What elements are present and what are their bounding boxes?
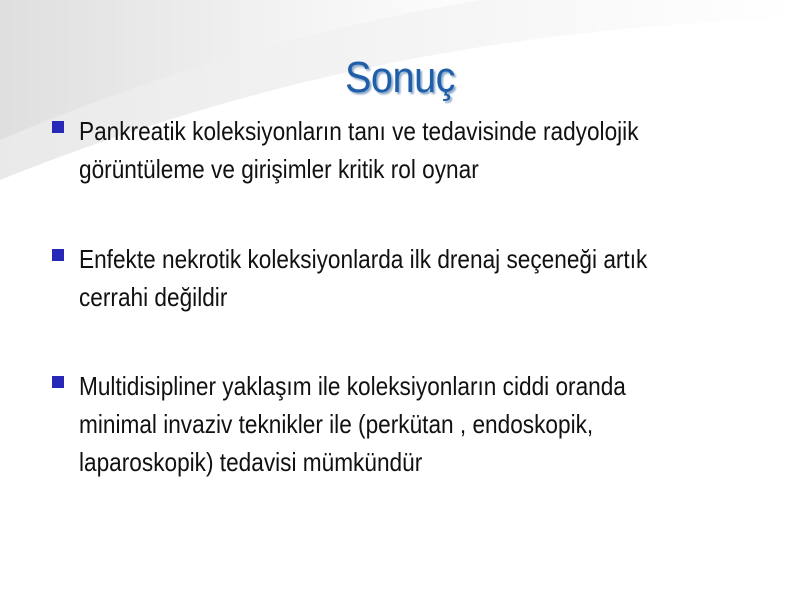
bullet-text — [79, 240, 671, 316]
bullet-line: cerrahi değildir — [79, 282, 228, 312]
bullet-text — [79, 112, 671, 188]
square-bullet-icon — [52, 249, 64, 261]
bullet-line: Enfekte nekrotik koleksiyonlarda ilk drenaj seçeneği artık — [79, 244, 648, 274]
bullet-line: minimal invaziv teknikler ile (perkütan , endoskopik, — [79, 409, 594, 439]
slide-title: Sonuç — [344, 53, 456, 102]
square-bullet-icon — [52, 376, 64, 388]
bullet-line: görüntüleme ve girişimler kritik rol oynar — [79, 154, 479, 184]
square-bullet-icon — [52, 121, 64, 133]
bullet-line: Multidisipliner yaklaşım ile koleksiyonların ciddi oranda — [79, 371, 626, 401]
bullet-text — [79, 367, 671, 481]
bullet-line: laparoskopik) tedavisi mümkündür — [79, 447, 423, 477]
bullet-line: Pankreatik koleksiyonların tanı ve tedavisinde radyolojik — [79, 116, 639, 146]
